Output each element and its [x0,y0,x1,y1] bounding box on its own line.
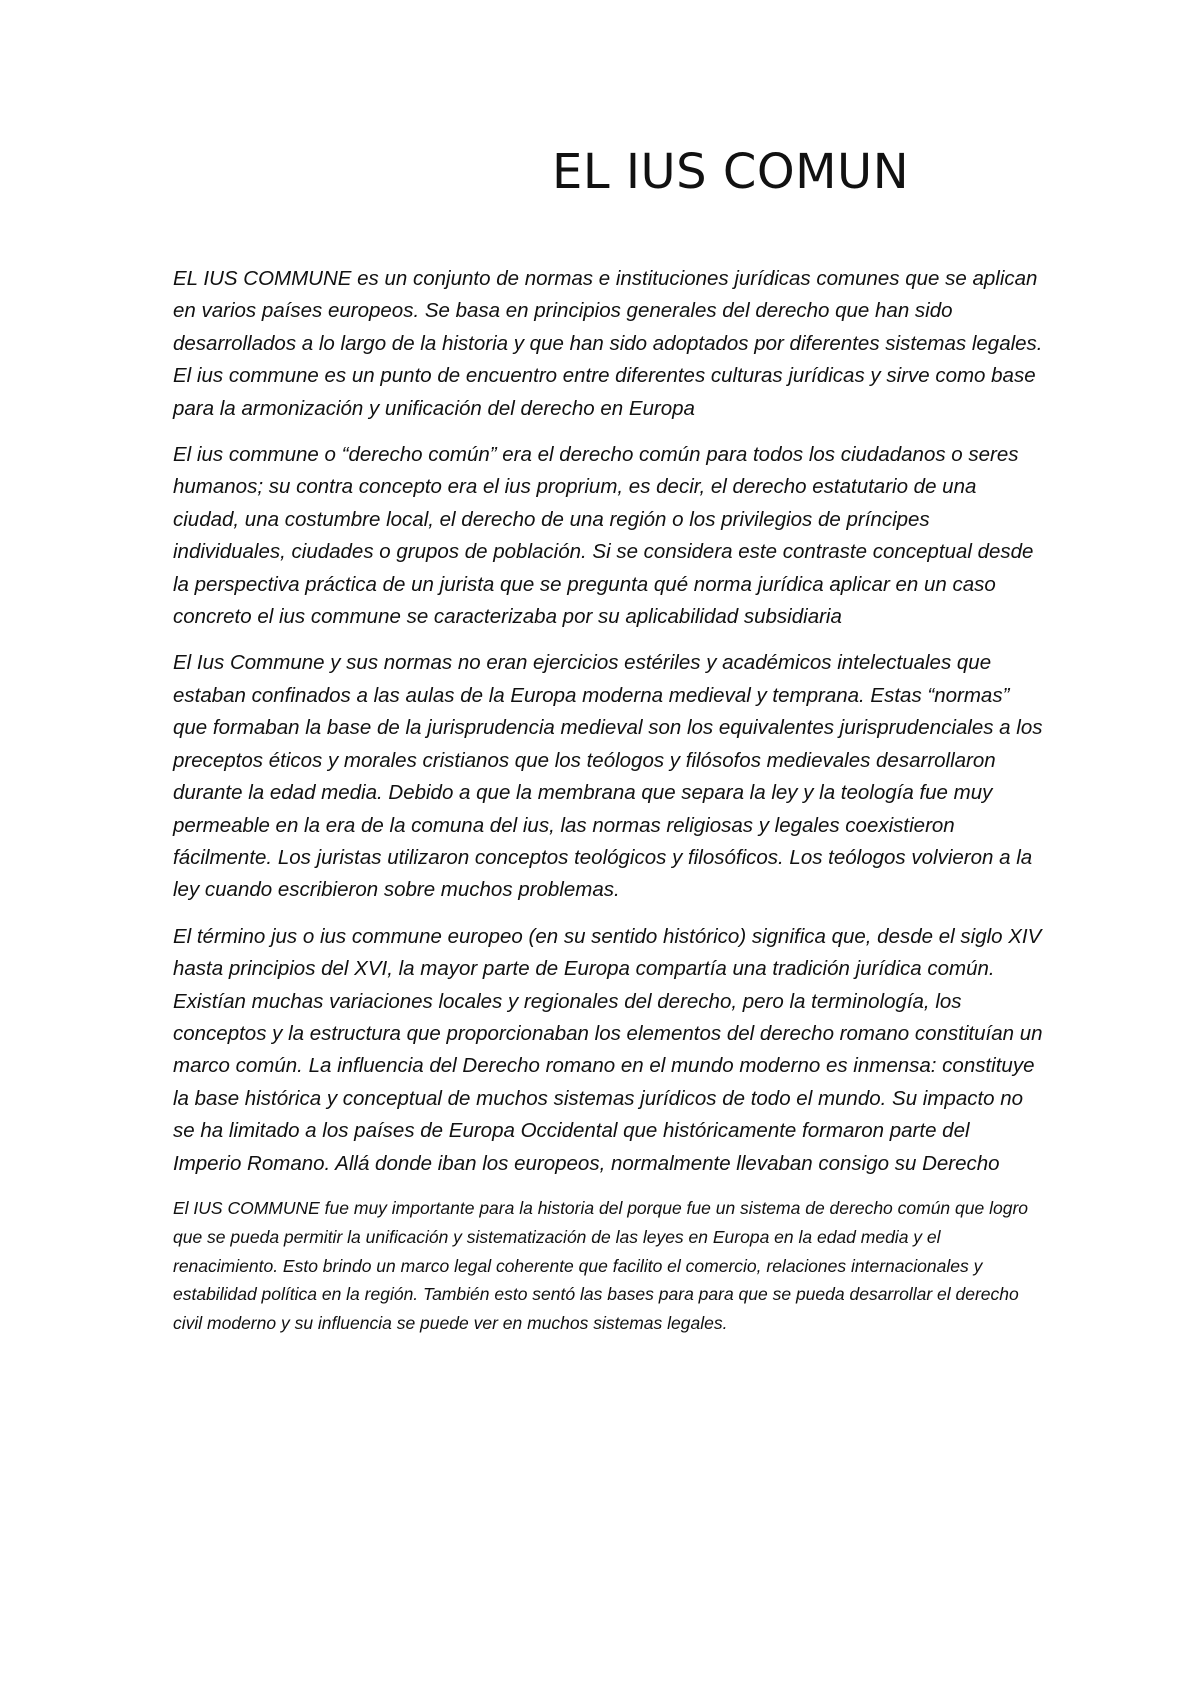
document-body [173,263,1043,1338]
document-title: EL IUS COMUN [552,144,910,200]
paragraph-definition: EL IUS COMMUNE es un conjunto de normas e instituciones jurídicas comunes que se aplican en varios países europeos. Se basa en principios generales del derecho que han sido desarrollados a lo largo de la historia y que han sido adoptados por diferentes sistemas legales. El ius commune es un punto de encuentro entre diferentes culturas jurídicas y sirve como base para la armonización y unificación del derecho en Europa [173,267,1043,420]
paragraph-importancia: El IUS COMMUNE fue muy importante para la historia del porque fue un sistema de derecho común que logro que se pueda permitir la unificación y sistematización de las leyes en Europa en la edad media y el renacimiento. Esto brindo un marco legal coherente que facilito el comercio, relaciones internacionales y estabilidad política en la región. También esto sentó las bases para para que se pueda desarrollar el derecho civil moderno y su influencia se puede ver en muchos sistemas legales. [173,1197,1029,1334]
paragraph-termino: El término jus o ius commune europeo (en su sentido histórico) significa que, desde el siglo XIV hasta principios del XVI, la mayor parte de Europa compartía una tradición jurídica común. Existían muchas variaciones locales y regionales del derecho, pero la terminología, los conceptos y la estructura que proporcionaban los elementos del derecho romano constituían un marco común. La influencia del Derecho romano en el mundo moderno es inmensa: constituye la base histórica y conceptual de muchos sistemas jurídicos de todo el mundo. Su impacto no se ha limitado a los países de Europa Occidental que históricamente formaron parte del Imperio Romano. Allá donde iban los europeos, normalmente llevaban consigo su Derecho [173,924,1043,1175]
paragraph-normas: El Ius Commune y sus normas no eran ejercicios estériles y académicos intelectuales que estaban confinados a las aulas de la Europa moderna medieval y temprana. Estas “normas” que formaban la base de la jurisprudencia medieval son los equivalentes jurisprudenciales a los preceptos éticos y morales cristianos que los teólogos y filósofos medievales desarrollaron durante la edad media. Debido a que la membrana que separa la ley y la teología fue muy permeable en la era de la comuna del ius, las normas religiosas y legales coexistieron fácilmente. Los juristas utilizaron conceptos teológicos y filosóficos. Los teólogos volvieron a la ley cuando escribieron sobre muchos problemas. [173,651,1043,902]
paragraph-derecho-comun: El ius commune o “derecho común” era el derecho común para todos los ciudadanos o seres humanos; su contra concepto era el ius proprium, es decir, el derecho estatutario de una ciudad, una costumbre local, el derecho de una región o los privilegios de príncipes individuales, ciudades o grupos de población. Si se considera este contraste conceptual desde la perspectiva práctica de un jurista que se pregunta qué norma jurídica aplicar en un caso concreto el ius commune se caracterizaba por su aplicabilidad subsidiaria [173,443,1034,629]
